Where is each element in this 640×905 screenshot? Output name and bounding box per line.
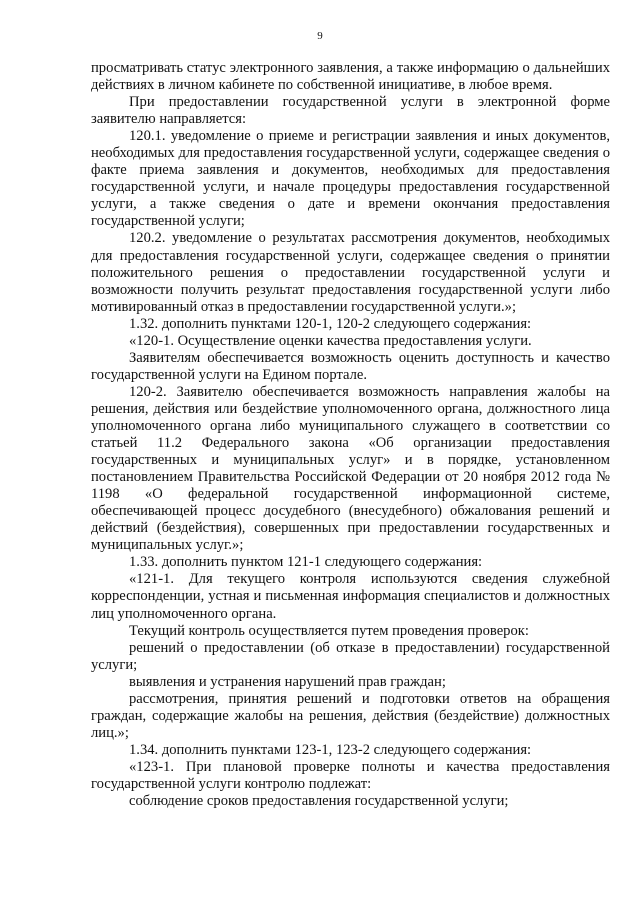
paragraph: 120.1. уведомление о приеме и регистрации заявления и иных документов, необходимых для предоставления государственной услуги, содержащее сведения о факте приема заявления и документов, необходимых для предоставления государственной услуги, и начале процедуры предоставления государственной услуги, а также сведения о дате и времени окончания предоставления государственной услуги; <box>91 128 610 230</box>
paragraph: рассмотрения, принятия решений и подготовки ответов на обращения граждан, содержащие жалобы на решения, действия (бездействие) должностных лиц.»; <box>91 690 610 741</box>
paragraph: просматривать статус электронного заявления, а также информацию о дальнейших действиях в личном кабинете по собственной инициативе, в любое время. <box>91 60 610 94</box>
paragraph: 120.2. уведомление о результатах рассмотрения документов, необходимых для предоставления государственной услуги, содержащее сведения о принятии положительного решения о предоставлении государственной услуги и возможности получить результат предоставления государственной услуги либо мотивированный отказ в предоставлении государственной услуги.»; <box>91 230 610 315</box>
paragraph: «123-1. При плановой проверке полноты и качества предоставления государственной услуги контролю подлежат: <box>91 758 610 792</box>
paragraph: решений о предоставлении (об отказе в предоставлении) государственной услуги; <box>91 639 610 673</box>
page-number: 9 <box>317 30 323 42</box>
paragraph: 1.34. дополнить пунктами 123-1, 123-2 следующего содержания: <box>129 741 532 758</box>
paragraph: «120-1. Осуществление оценки качества предоставления услуги. <box>129 332 532 349</box>
paragraph: соблюдение сроков предоставления государственной услуги; <box>129 793 509 810</box>
document-body <box>91 60 610 810</box>
paragraph: 120-2. Заявителю обеспечивается возможность направления жалобы на решения, действия или бездействие уполномоченного органа, должностного лица уполномоченного органа либо муниципального служащего в соответствии со статьей 11.2 Федерального закона «Об организации предоставления государственных и муниципальных услуг» и в порядке, установленном постановлением Правительства Российской Федерации от 20 ноября 2012 года № 1198 «О федеральной государственной информационной системе, обеспечивающей процесс досудебного (внесудебного) обжалования решений и действий (бездействия), совершенных при предоставлении государственных и муниципальных услуг.»; <box>91 383 610 554</box>
paragraph: Текущий контроль осуществляется путем проведения проверок: <box>129 622 529 639</box>
paragraph: «121-1. Для текущего контроля используются сведения служебной корреспонденции, устная и письменная информация специалистов и должностных лиц уполномоченного органа. <box>91 571 610 622</box>
paragraph: 1.32. дополнить пунктами 120-1, 120-2 следующего содержания: <box>129 315 532 332</box>
paragraph: выявления и устранения нарушений прав граждан; <box>129 673 446 690</box>
paragraph: Заявителям обеспечивается возможность оценить доступность и качество государственной услуги на Едином портале. <box>91 349 610 383</box>
paragraph: 1.33. дополнить пунктом 121-1 следующего содержания: <box>129 554 483 571</box>
paragraph: При предоставлении государственной услуги в электронной форме заявителю направляется: <box>91 94 610 128</box>
